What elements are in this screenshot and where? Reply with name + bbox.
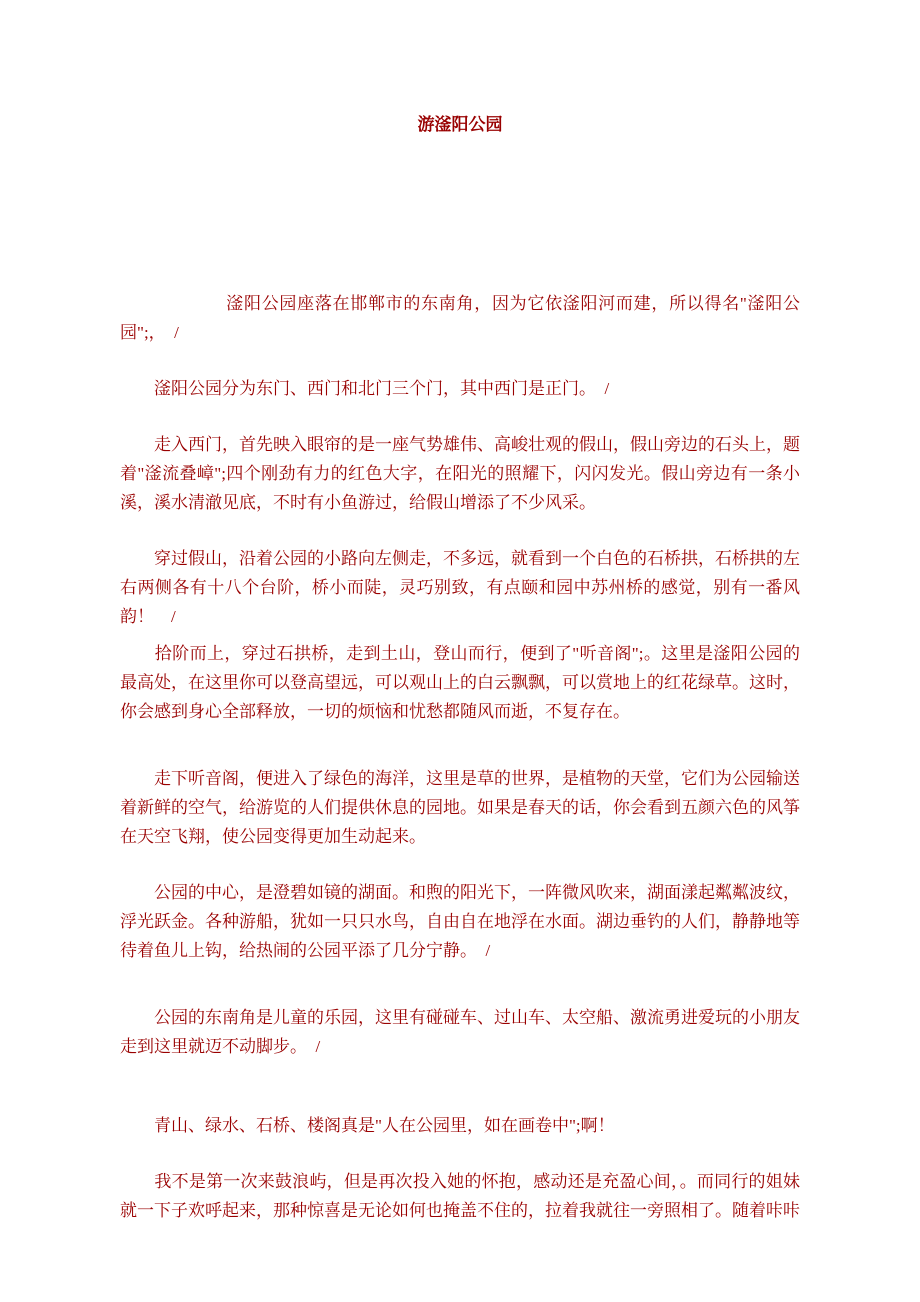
paragraph-gulangyu: 我不是第一次来鼓浪屿，但是再次投入她的怀抱，感动还是充盈心间，。而同行的姐妹就一下子欢呼起来，那种惊喜是无论如何也掩盖不住的，拉着我就往一旁照相了。随着咔咔	[120, 1172, 800, 1220]
paragraph-scenery: 青山、绿水、石桥、楼阁真是"人在公园里，如在画卷中";啊！	[120, 1116, 615, 1135]
paragraph-rockery: 走入西门，首先映入眼帘的是一座气势雄伟、高峻壮观的假山，假山旁边的石头上，题着"滏流叠嶂";四个刚劲有力的红色大字，在阳光的照耀下，闪闪发光。假山旁边有一条小溪，溪水清澈见底，不时有小鱼游过，给假山增添了不少风采。	[120, 435, 800, 512]
paragraph-lake: 公园的中心，是澄碧如镜的湖面。和煦的阳光下，一阵微风吹来，湖面漾起粼粼波纹，浮光跃金。各种游船，犹如一只只水鸟，自由自在地浮在水面。湖边垂钓的人们，静静地等待着鱼儿上钩，给热闹的公园平添了几分宁静。 /	[120, 883, 800, 960]
paragraph-gates: 滏阳公园分为东门、西门和北门三个门，其中西门是正门。 /	[120, 379, 610, 398]
paragraph-children-park: 公园的东南角是儿童的乐园，这里有碰碰车、过山车、太空船、激流勇进爱玩的小朋友走到这里就迈不动脚步。 /	[120, 1008, 800, 1056]
document-title: 游滏阳公园	[417, 115, 503, 134]
paragraph-tingyin-pavilion: 拾阶而上，穿过石拱桥，走到土山，登山而行，便到了"听音阁";。这里是滏阳公园的最高处，在这里你可以登高望远，可以观山上的白云飘飘，可以赏地上的红花绿草。这时，你会感到身心全部释放，一切的烦恼和忧愁都随风而逝，不复存在。	[120, 644, 800, 721]
paragraph-green-sea: 走下听音阁，便进入了绿色的海洋，这里是草的世界，是植物的天堂，它们为公园输送着新鲜的空气，给游览的人们提供休息的园地。如果是春天的话，你会看到五颜六色的风筝在天空飞翔，使公园变得更加生动起来。	[120, 769, 800, 846]
paragraph-intro: 滏阳公园座落在邯郸市的东南角，因为它依滏阳河而建，所以得名"滏阳公园";， /	[120, 294, 800, 342]
paragraph-stone-bridge: 穿过假山，沿着公园的小路向左侧走，不多远，就看到一个白色的石桥拱，石桥拱的左右两侧各有十八个台阶，桥小而陡，灵巧别致，有点颐和园中苏州桥的感觉，别有一番风韵！ /	[120, 549, 800, 626]
